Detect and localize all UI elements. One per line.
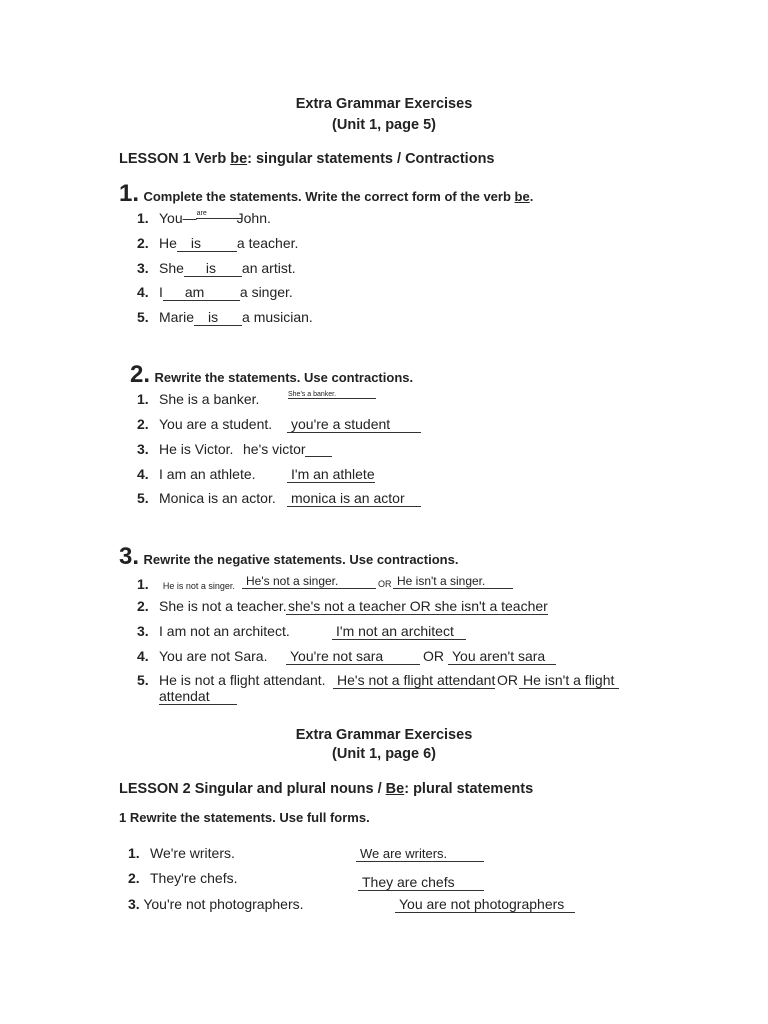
answer-blank[interactable]: is <box>177 235 237 252</box>
answer-blank[interactable]: are <box>196 210 207 217</box>
answer-blank[interactable]: He isn't a singer. <box>393 574 513 589</box>
instruction-suffix: . <box>529 189 534 204</box>
item-text: an artist. <box>241 260 296 276</box>
answer-blank[interactable]: attendat <box>159 688 237 705</box>
item-text: a teacher. <box>236 235 299 251</box>
lesson1-prefix: LESSON 1 Verb <box>119 151 231 167</box>
list-item <box>128 870 238 886</box>
answer-blank[interactable]: is <box>194 309 242 326</box>
answer-blank[interactable]: He's not a singer. <box>242 574 376 589</box>
exercise1-heading <box>119 180 533 208</box>
item-text: He is Victor. <box>159 441 234 457</box>
list-item <box>137 284 293 301</box>
answer-blank[interactable]: You're not sara <box>286 648 420 665</box>
answer-blank[interactable]: You aren't sara <box>448 648 556 665</box>
item-text: Monica is an actor. <box>159 490 276 506</box>
lesson2-suffix: : plural statements <box>404 781 534 797</box>
item-number: 5. <box>137 490 149 506</box>
exercise-instruction: Rewrite the negative statements. Use contractions. <box>143 552 459 567</box>
list-item <box>137 235 298 252</box>
item-text: I am an athlete. <box>159 466 256 482</box>
item-number: 1. <box>137 391 149 407</box>
list-item <box>137 598 287 614</box>
list-item <box>137 623 290 639</box>
answer-blank[interactable]: She's a banker. <box>288 391 376 399</box>
instruction-underlined: be <box>514 189 530 204</box>
item-number: 3. <box>137 623 149 639</box>
lesson2-prefix: LESSON 2 Singular and plural nouns / <box>119 781 386 797</box>
lesson1-underlined: be <box>230 151 248 167</box>
exercise2-heading <box>130 361 413 389</box>
list-item <box>137 260 296 277</box>
lesson1-heading <box>119 151 495 167</box>
answer-blank[interactable]: you're a student <box>287 416 421 433</box>
item-text: He <box>159 235 177 251</box>
item-number: 1. <box>137 576 149 592</box>
exercise3-heading <box>119 543 458 571</box>
item-text: He is not a singer. <box>162 581 235 591</box>
item-text: a singer. <box>239 284 293 300</box>
item-text: She <box>159 260 184 276</box>
list-item <box>137 441 233 457</box>
item-text: You are not Sara. <box>159 648 268 664</box>
answer-underline <box>305 456 332 457</box>
or-label: OR <box>423 648 444 664</box>
item-text: We're writers. <box>150 845 235 861</box>
exercise-number: 2. <box>130 361 151 388</box>
lesson2-heading <box>119 781 533 797</box>
answer-blank[interactable]: monica is an actor <box>287 490 421 507</box>
item-number: 2. <box>137 416 149 432</box>
item-text: You are a student. <box>159 416 273 432</box>
list-item <box>137 648 267 664</box>
item-number: 3. <box>137 260 149 276</box>
item-number: 4. <box>137 284 149 300</box>
exercise-instruction: Rewrite the statements. Use contractions. <box>154 370 414 385</box>
list-item <box>137 672 326 688</box>
item-text: He is not a flight attendant. <box>159 672 326 688</box>
item-number: 2. <box>137 598 149 614</box>
list-item <box>137 466 256 482</box>
item-text: John. <box>236 210 271 226</box>
item-number: 5. <box>137 309 149 325</box>
exercise-number: 3. <box>119 543 140 570</box>
list-item <box>128 845 235 861</box>
item-number: 1. <box>128 845 140 861</box>
or-label: OR <box>378 579 392 589</box>
answer-blank[interactable]: He's not a flight attendant <box>333 672 495 689</box>
lesson1-suffix: : singular statements / Contractions <box>247 151 495 167</box>
item-text: She is a banker. <box>159 391 260 407</box>
item-text: They're chefs. <box>150 870 238 886</box>
answer-blank[interactable]: They are chefs <box>358 874 484 891</box>
answer-text: he's victor <box>243 441 306 457</box>
answer-blank[interactable]: she's not a teacher OR she isn't a teacher <box>288 598 548 614</box>
list-item <box>137 416 272 432</box>
answer-blank[interactable]: I'm an athlete <box>287 466 375 483</box>
item-text: You— <box>159 210 197 226</box>
item-number: 3. <box>137 441 149 457</box>
answer-blank[interactable]: You are not photographers <box>395 896 575 913</box>
list-item <box>137 490 276 506</box>
item-text: a musician. <box>242 309 313 325</box>
item-text: You're not photographers. <box>143 896 304 912</box>
answer-blank[interactable]: We are writers. <box>356 846 484 862</box>
answer-blank[interactable]: am <box>163 284 240 301</box>
exercise-instruction: Complete the statements. Write the correct form of the verb <box>143 189 515 204</box>
page-title: Extra Grammar Exercises <box>295 727 473 743</box>
item-number: 2. <box>137 235 149 251</box>
answer-blank[interactable]: is <box>184 260 242 277</box>
or-label: OR <box>497 672 518 688</box>
item-number: 3. <box>128 896 140 912</box>
item-text: I <box>159 284 163 300</box>
item-number: 1. <box>137 210 149 226</box>
item-number: 2. <box>128 870 140 886</box>
page-title: Extra Grammar Exercises <box>295 96 473 112</box>
page-subtitle: (Unit 1, page 5) <box>332 117 436 133</box>
list-item <box>137 391 259 407</box>
item-text: Marie <box>159 309 195 325</box>
list-item <box>137 576 235 592</box>
item-text: I am not an architect. <box>159 623 290 639</box>
item-text: She is not a teacher. <box>159 598 287 614</box>
item-number: 5. <box>137 672 149 688</box>
lesson2-underlined: Be <box>385 781 405 797</box>
list-item <box>128 896 304 912</box>
page-subtitle: (Unit 1, page 6) <box>332 746 436 762</box>
item-number: 4. <box>137 466 149 482</box>
answer-underline <box>196 218 242 219</box>
answer-blank[interactable]: He isn't a flight <box>519 672 619 689</box>
item-number: 4. <box>137 648 149 664</box>
list-item <box>137 309 313 326</box>
exercise-instruction: 1 Rewrite the statements. Use full forms. <box>119 810 370 825</box>
exercise-number: 1. <box>119 180 140 207</box>
answer-blank[interactable]: I'm not an architect <box>332 623 466 640</box>
